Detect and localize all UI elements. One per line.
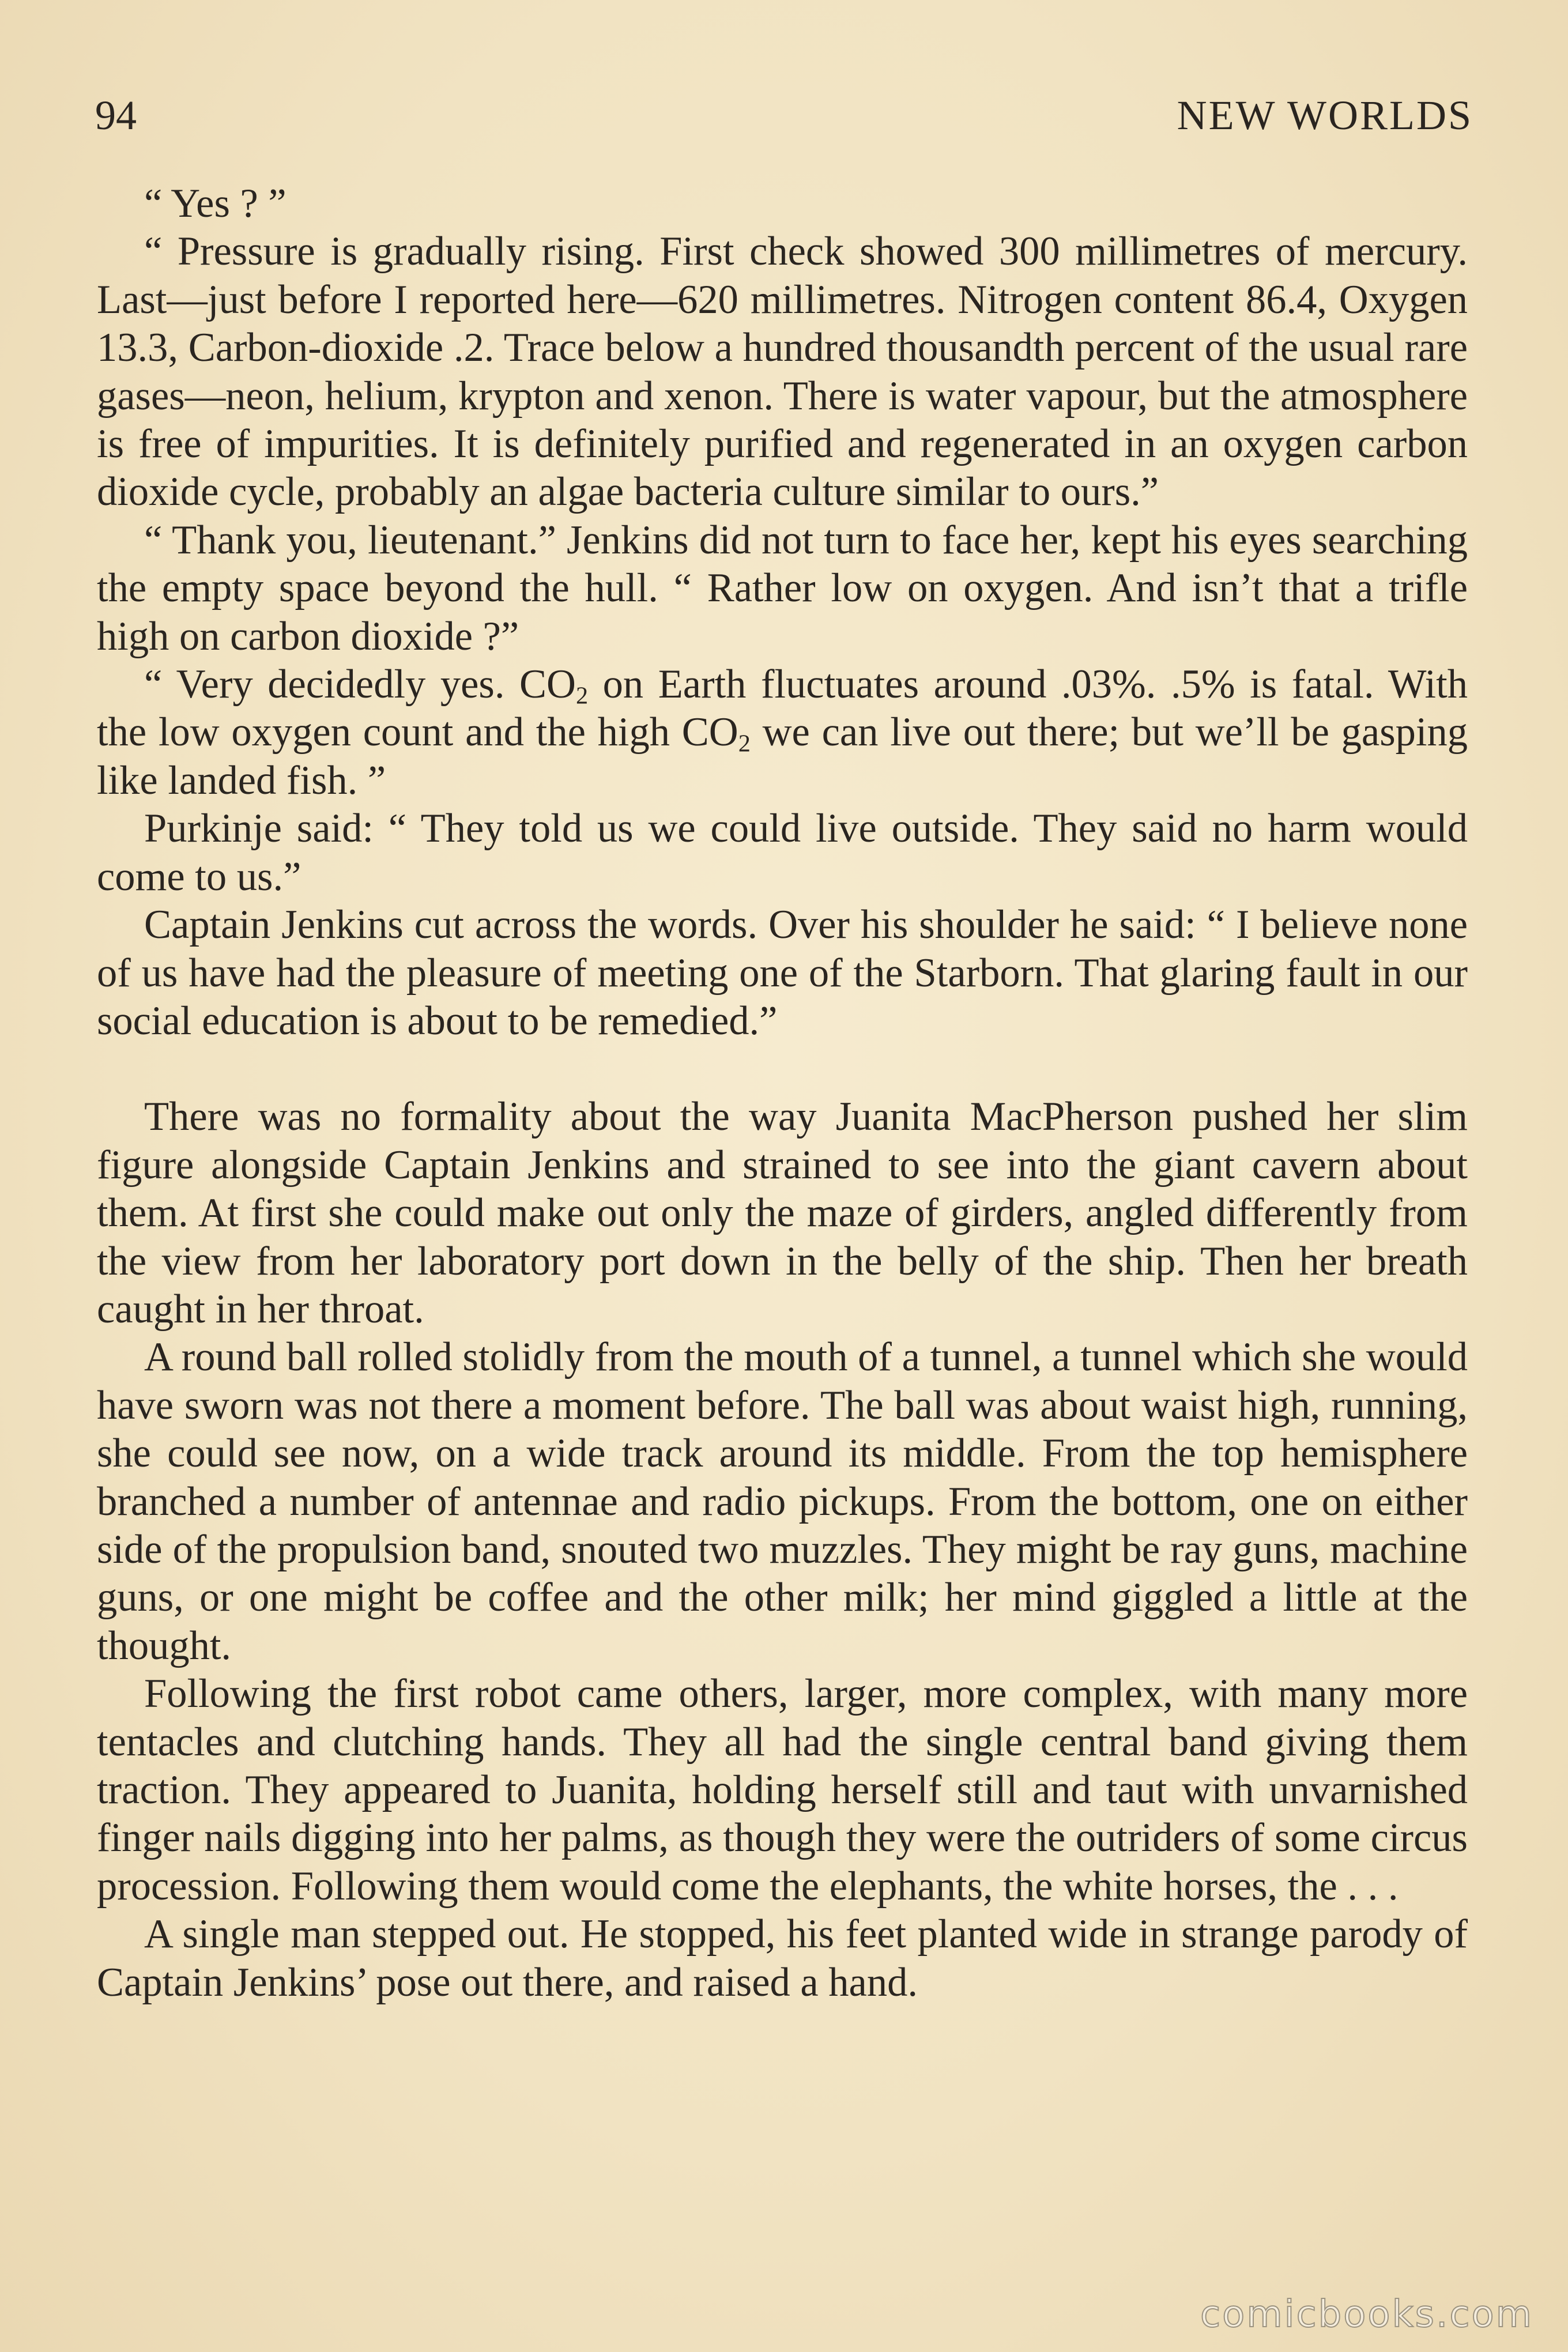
paragraph: “ Pressure is gradually rising. First check showed 300 millimetres of mercury. Last—just before I reported here—620 millimetres. Nitrogen content 86.4, Oxygen 13.3, Carbon-dioxide .2. Trace below a hundred thousandth percent of the usual rare gases—neon, helium, krypton and xenon. There is water vapour, but the atmosphere is free of impurities. It is definitely purified and regenerated in an oxygen carbon dioxide cycle, probably an algae bacteria culture similar to ours.” [97,229,1468,515]
subscript: 2 [575,682,589,710]
paragraph: Captain Jenkins cut across the words. Over his shoulder he said: “ I believe none of us have had the pleasure of meeting one of the Starborn. That glaring fault in our social education is about to be remedied.” [97,902,1468,1043]
paragraph: “ Yes ? ” [144,181,287,226]
paragraph: “ Thank you, lieutenant.” Jenkins did not turn to face her, kept his eyes searching the empty space beyond the hull. “ Rather low on oxygen. And isn’t that a trifle high on carbon dioxide ?” [97,517,1468,659]
running-head [95,86,1473,144]
running-title: NEW WORLDS [1177,92,1473,138]
watermark: comicbooks.com [1200,2293,1533,2336]
paragraph [97,661,1468,805]
body-text [97,180,1468,2007]
paragraph-segment: on Earth fluctuates around .03%. .5% is fatal. With the low oxygen count and the high CO [97,662,1468,755]
paragraph: There was no formality about the way Juanita MacPherson pushed her slim figure alongside Captain Jenkins and strained to see into the giant cavern about them. At first she could make out only the maze of girders, angled differently from the view from her laboratory port down in the belly of the ship. Then her breath caught in her throat. [97,1094,1468,1332]
paragraph: Purkinje said: “ They told us we could live outside. They said no harm would come to us.” [97,806,1468,899]
paragraph-segment: “ Very decidedly yes. CO [144,662,576,707]
page-number: 94 [95,92,137,138]
paragraph: A single man stepped out. He stopped, his feet planted wide in strange parody of Captain Jenkins’ pose out there, and raised a hand. [97,1912,1468,2005]
paragraph-segment: we can live out there; but we’ll be gasping like landed fish. ” [97,710,1468,803]
paragraph: Following the first robot came others, larger, more complex, with many more tentacles and clutching hands. They all had the single central band giving them traction. They appeared to Juanita, holding herself still and taut with unvarnished finger nails digging into her palms, as though they were the outriders of some circus procession. Following them would come the elephants, the white horses, the . . . [97,1671,1468,1909]
paragraph: A round ball rolled stolidly from the mouth of a tunnel, a tunnel which she would have sworn was not there a moment before. The ball was about waist high, running, she could see now, on a wide track around its middle. From the top hemisphere branched a number of antennae and radio pickups. From the bottom, one on either side of the propulsion band, snouted two muzzles. They might be ray guns, machine guns, or one might be coffee and the other milk; her mind giggled a little at the thought. [97,1335,1468,1668]
subscript: 2 [738,730,751,758]
